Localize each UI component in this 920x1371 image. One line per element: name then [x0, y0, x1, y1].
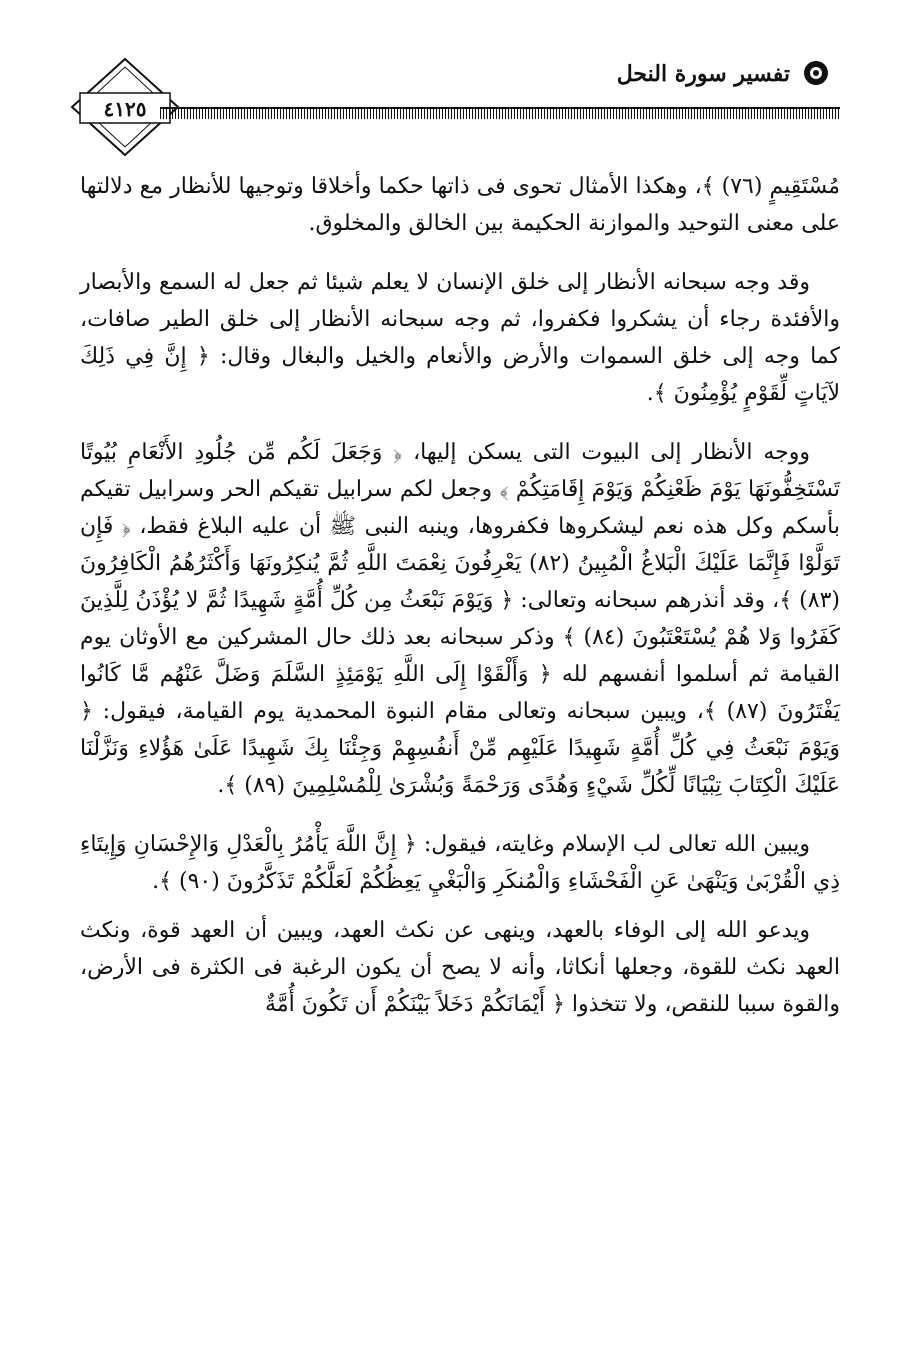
paragraph: مُسْتَقِيمٍ (٧٦) ﴾، وهكذا الأمثال تحوى فى ذاتها حكما وأخلاقا وتوجيها للأنظار مع دلالتها على معنى التوحيد والموازنة الحكيمة بين الخالق والمخلوق.	[80, 174, 840, 236]
paragraph: ووجه الأنظار إلى البيوت التى يسكن إليها، ﴿ وَجَعَلَ لَكُم مِّن جُلُودِ الأَنْعَامِ بُيُوتًا تَسْتَخِفُّونَهَا يَوْمَ ظَعْنِكُمْ وَيَوْمَ إِقَامَتِكُمْ ﴾ وجعل لكم سرابيل تقيكم الحر وسرابيل تقيكم بأسكم وكل هذه نعم ليشكروها فكفروها، وينبه النبى ﷺ أن عليه البلاغ فقط، ﴿ فَإِن تَوَلَّوْا فَإِنَّمَا عَلَيْكَ الْبَلاغُ الْمُبِينُ (٨٢) يَعْرِفُونَ نِعْمَتَ اللَّهِ ثُمَّ يُنكِرُونَهَا وَأَكْثَرُهُمُ الْكَافِرُونَ (٨٣) ﴾، وقد أنذرهم سبحانه وتعالى: ﴿ وَيَوْمَ نَبْعَثُ مِن كُلِّ أُمَّةٍ شَهِيدًا ثُمَّ لا يُؤْذَنُ لِلَّذِينَ كَفَرُوا وَلا هُمْ يُسْتَعْتَبُونَ (٨٤) ﴾ وذكر سبحانه بعد ذلك حال المشركين مع الأوثان يوم القيامة ثم أسلموا أنفسهم لله ﴿ وَأَلْقَوْا إِلَى اللَّهِ يَوْمَئِذٍ السَّلَمَ وَضَلَّ عَنْهُم مَّا كَانُوا يَفْتَرُونَ (٨٧) ﴾، ويبين سبحانه وتعالى مقام النبوة المحمدية يوم القيامة، فيقول: ﴿ وَيَوْمَ نَبْعَثُ فِي كُلِّ أُمَّةٍ شَهِيدًا عَلَيْهِم مِّنْ أَنفُسِهِمْ وَجِئْنَا بِكَ شَهِيدًا عَلَىٰ هَؤُلاءِ وَنَزَّلْنَا عَلَيْكَ الْكِتَابَ تِبْيَانًا لِّكُلِّ شَيْءٍ وَهُدًى وَرَحْمَةً وَبُشْرَىٰ لِلْمُسْلِمِينَ (٨٩) ﴾.	[80, 440, 841, 798]
paragraph: ويبين الله تعالى لب الإسلام وغايته، فيقول: ﴿ إِنَّ اللَّهَ يَأْمُرُ بِالْعَدْلِ وَالإِحْسَانِ وَإِيتَاءِ ذِي الْقُرْبَىٰ وَيَنْهَىٰ عَنِ الْفَحْشَاءِ وَالْمُنكَرِ وَالْبَغْيِ يَعِظُكُمْ لَعَلَّكُمْ تَذَكَّرُونَ (٩٠) ﴾.	[80, 832, 840, 894]
running-title: تفسير سورة النحل	[616, 61, 790, 87]
paragraph: وقد وجه سبحانه الأنظار إلى خلق الإنسان لا يعلم شيئا ثم جعل له السمع والأبصار والأفئدة رجاء أن يشكروا فكفروا، ثم وجه سبحانه الأنظار إلى خلق الطير صافات، كما وجه إلى خلق السموات والأرض والأنعام والخيل والبغال وقال: ﴿ إِنَّ فِي ذَلِكَ لآيَاتٍ لِّقَوْمٍ يُؤْمِنُونَ ﴾.	[80, 270, 840, 406]
page-body	[80, 168, 840, 1037]
page-number: ٤١٢٥	[103, 97, 147, 121]
flower-ornament-icon	[802, 59, 830, 87]
header-rule	[160, 107, 840, 119]
page-header	[70, 45, 850, 155]
paragraph: ويدعو الله إلى الوفاء بالعهد، وينهى عن نكث العهد، ويبين أن العهد قوة، ونكث العهد نكث للقوة، وجعلها أنكاثا، وأنه لا يصح أن يكون الرغبة فى الكثرة فى الأرض، والقوة سببا للنقص، ولا تتخذوا ﴿ أَيْمَانَكُمْ دَخَلاً بَيْنَكُمْ أَن تَكُونَ أُمَّةٌ	[80, 918, 840, 1017]
